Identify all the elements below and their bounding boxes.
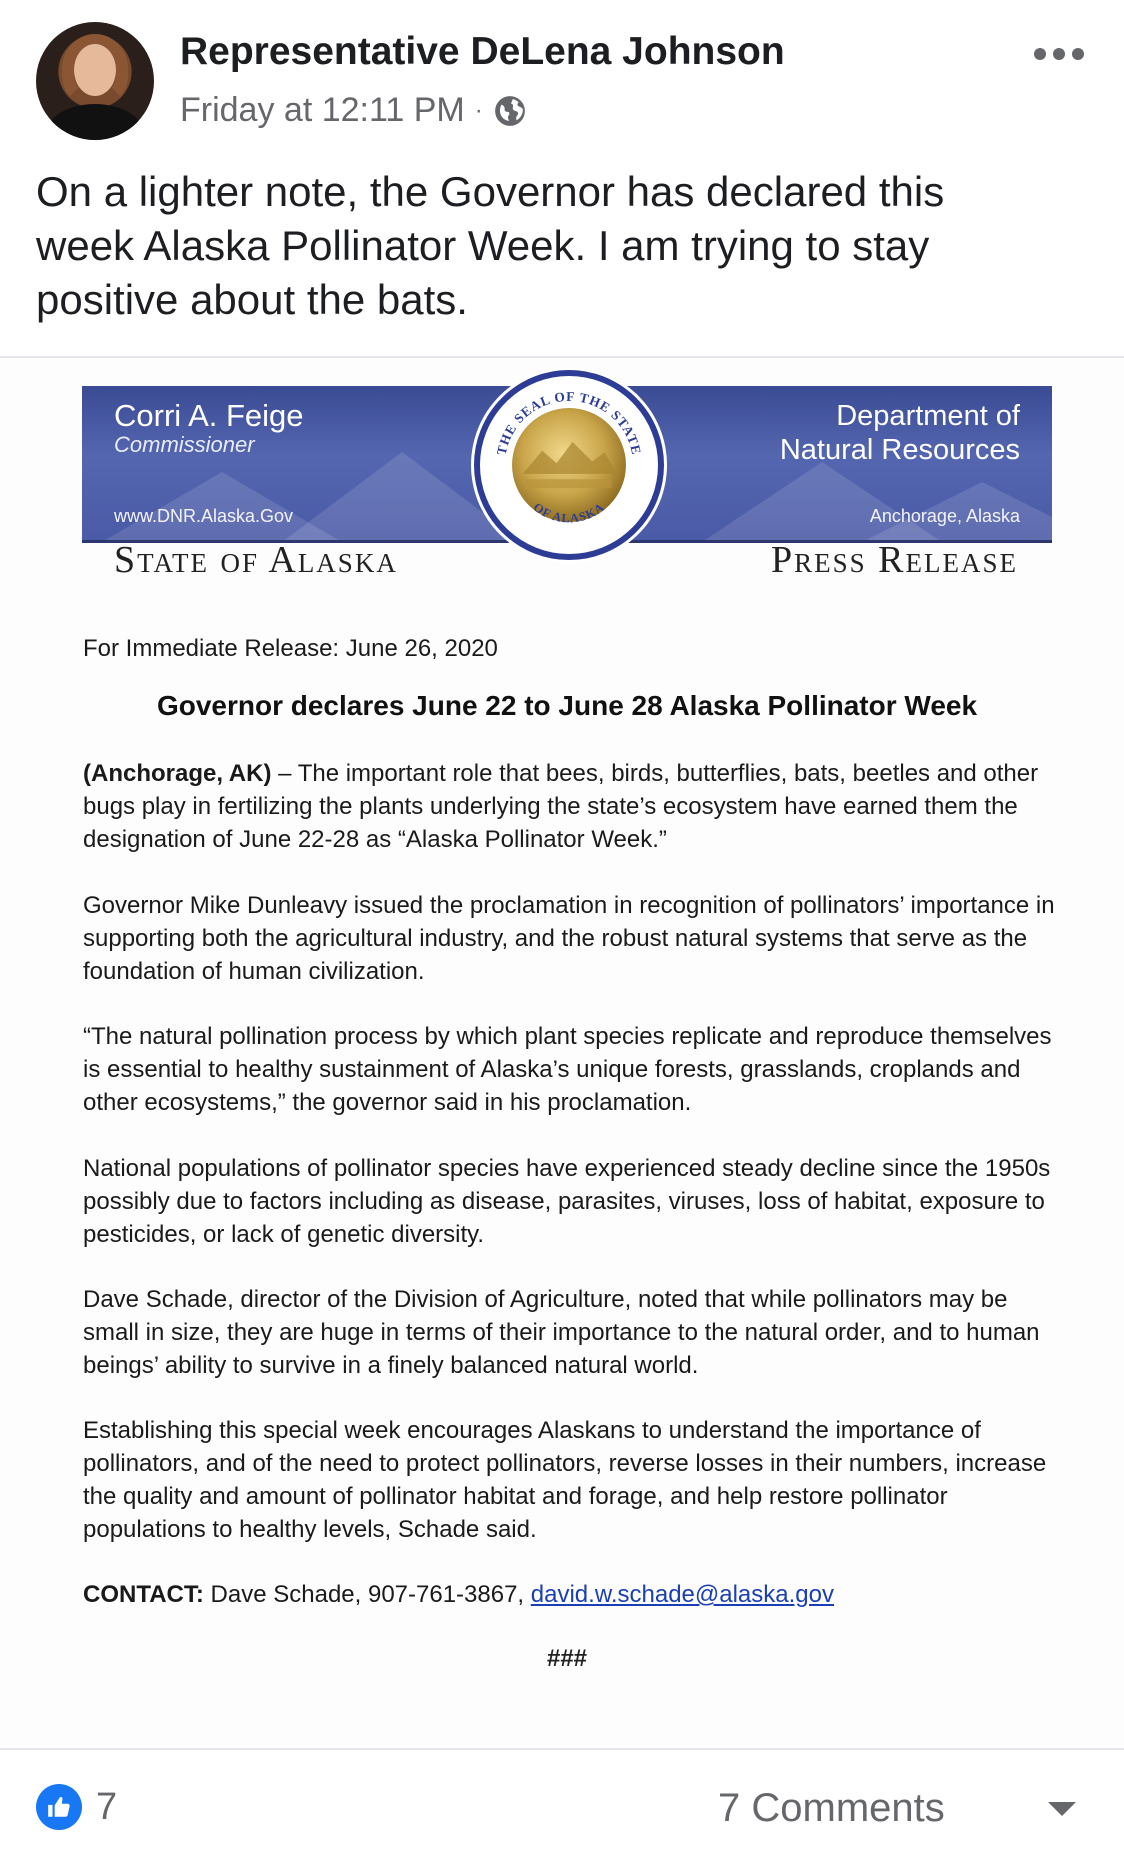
paragraph-6: Establishing this special week encourages Alaskans to understand the importance of pollinators, and of the need to protect pollinators, reverse losses in their numbers, increase the quality and amount of pollinator habitat and forage, and help restore pollinator populations to healthy levels, Schade said.: [83, 1417, 1047, 1543]
paragraph-4: National populations of pollinator species have experienced steady decline since the 1950s possibly due to factors including as disease, parasites, viruses, loss of habitat, exposure to pesticides, or lack of genetic diversity.: [83, 1155, 1051, 1248]
banner-city: Anchorage, Alaska: [869, 506, 1020, 526]
state-of-alaska-label: State of Alaska: [114, 539, 398, 581]
post-text: On a lighter note, the Governor has declared this week Alaska Pollinator Week. I am trying to stay positive about the bats.: [36, 168, 945, 323]
commissioner-title: Commissioner: [114, 432, 255, 457]
department-line2: Natural Resources: [779, 434, 1020, 466]
post-timestamp[interactable]: Friday at 12:11 PM: [180, 91, 465, 129]
globe-icon: [493, 94, 527, 128]
commissioner-name: Corri A. Feige: [114, 398, 304, 433]
chevron-down-icon[interactable]: [1048, 1802, 1076, 1816]
contact-line: [83, 1581, 834, 1609]
post-footer: [0, 1750, 1124, 1863]
contact-text: Dave Schade, 907-761-3867,: [203, 1581, 531, 1608]
reaction-count[interactable]: 7: [96, 1786, 118, 1828]
meta-separator: ·: [474, 96, 483, 124]
comments-count[interactable]: 7 Comments: [718, 1786, 945, 1830]
seal-text-top: THE SEAL OF THE STATE: [493, 388, 645, 457]
alaska-state-seal: [474, 370, 664, 560]
contact-label: CONTACT:: [83, 1581, 204, 1608]
department-line1: Department of: [836, 400, 1020, 432]
paragraph-1-text: – The important role that bees, birds, butterflies, bats, beetles and other bugs play in fertilizing the plants underlying the state’s ecosystem have earned them the designation of June 22-28 as “Alaska Pollinator Week.”: [83, 760, 1039, 853]
release-date: For Immediate Release: June 26, 2020: [83, 635, 498, 662]
post-header: [0, 0, 1124, 140]
post-meta: [180, 91, 527, 130]
more-options-icon[interactable]: [1034, 48, 1084, 60]
seal-text-bottom: OF ALASKA: [530, 499, 608, 526]
contact-email-link[interactable]: david.w.schade@alaska.gov: [530, 1581, 834, 1608]
paragraph-1: [83, 757, 1063, 856]
paragraph-2: Governor Mike Dunleavy issued the proclamation in recognition of pollinators’ importance in supporting both the agricultural industry, and the robust natural systems that serve as the foundation of human civilization.: [83, 892, 1055, 985]
author-name[interactable]: Representative DeLena Johnson: [180, 30, 785, 73]
paragraph-3: “The natural pollination process by which plant species replicate and reproduce themselves is essential to healthy sustainment of Alaska’s unique forests, grasslands, croplands and other ecosystems,” the governor said in his proclamation.: [83, 1023, 1052, 1116]
end-mark: ###: [546, 1645, 588, 1672]
thumbs-up-icon[interactable]: [36, 1784, 82, 1830]
press-release-label: Press Release: [771, 539, 1018, 581]
press-headline: Governor declares June 22 to June 28 Alaska Pollinator Week: [156, 690, 978, 721]
dateline: (Anchorage, AK): [83, 760, 272, 787]
paragraph-5: Dave Schade, director of the Division of Agriculture, noted that while pollinators may be small in size, they are huge in terms of their importance to the natural order, and to human beings’ ability to survive in a finely balanced natural world.: [83, 1286, 1040, 1379]
dnr-url: www.DNR.Alaska.Gov: [114, 506, 294, 526]
author-avatar[interactable]: [36, 22, 154, 140]
